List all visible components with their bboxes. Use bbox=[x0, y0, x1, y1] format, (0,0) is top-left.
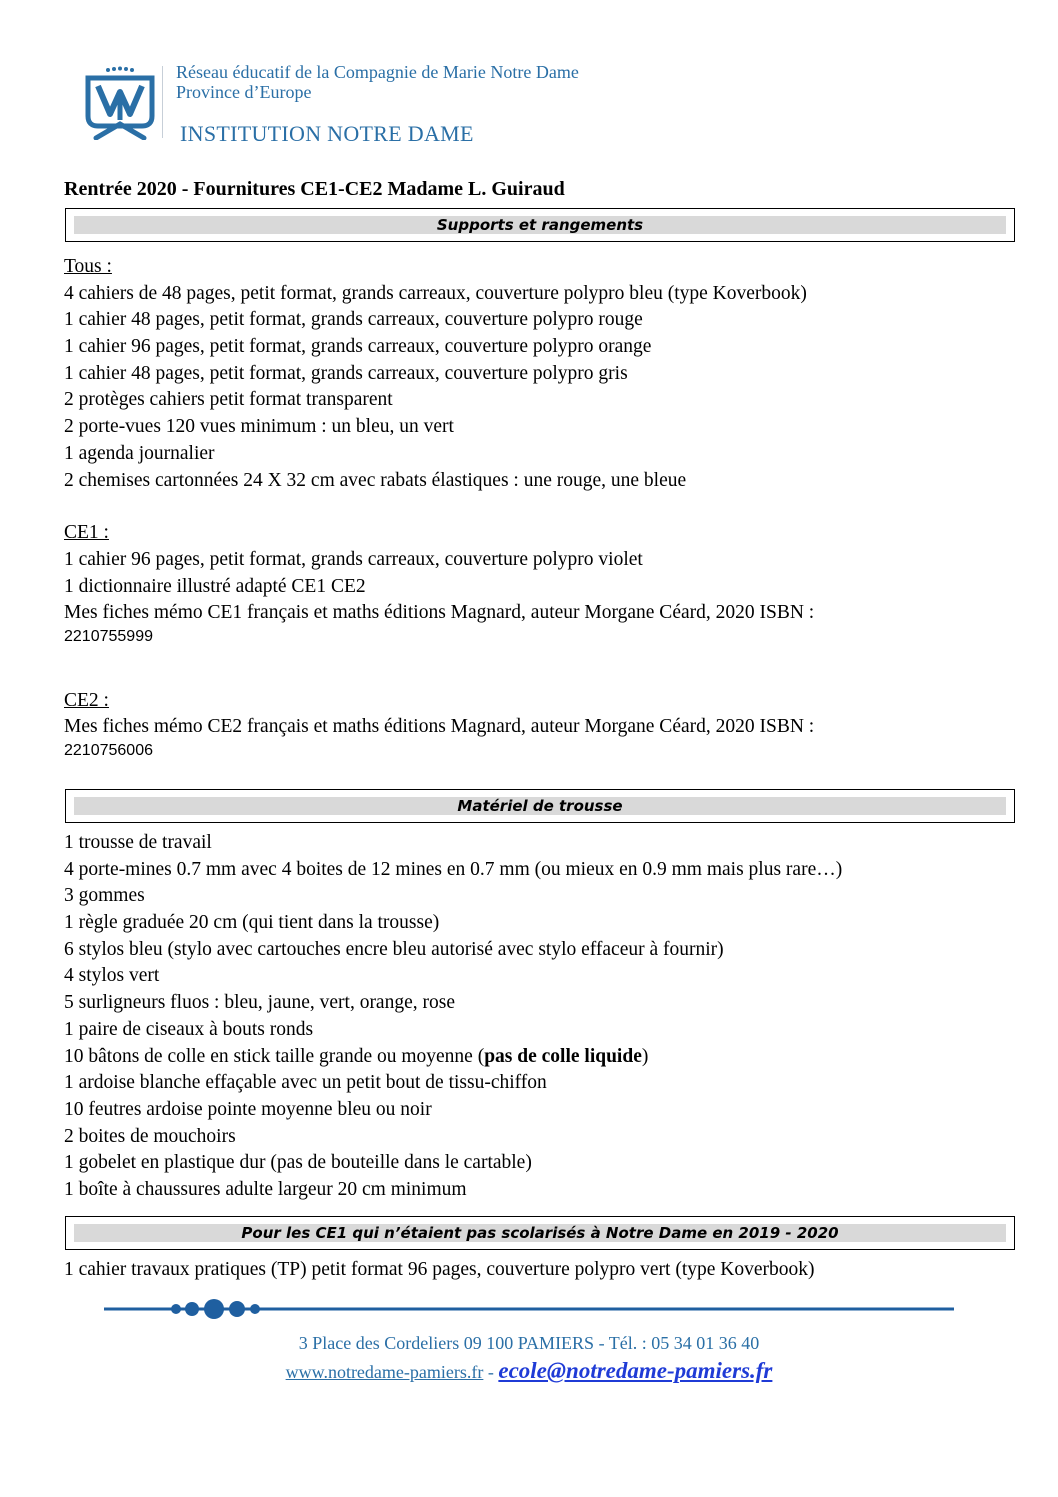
institution-name: INSTITUTION NOTRE DAME bbox=[180, 121, 474, 146]
list-item: Mes fiches mémo CE2 français et maths éditions Magnard, auteur Morgane Céard, 2020 ISBN : bbox=[64, 716, 815, 738]
list-item: 4 cahiers de 48 pages, petit format, grands carreaux, couverture polypro bleu (type Koverbook) bbox=[64, 282, 807, 304]
section-title: Pour les CE1 qui n’étaient pas scolarisés à Notre Dame en 2019 - 2020 bbox=[74, 1224, 1006, 1242]
page-title: Rentrée 2020 - Fournitures CE1-CE2 Madame L. Guiraud bbox=[64, 178, 565, 200]
list-item: 3 gommes bbox=[64, 885, 145, 907]
colle-bold: pas de colle liquide bbox=[484, 1045, 642, 1067]
list-item: 4 porte-mines 0.7 mm avec 4 boites de 12 mines en 0.7 mm (ou mieux en 0.9 mm mais plus rare…) bbox=[64, 858, 843, 880]
footer-divider bbox=[104, 1294, 954, 1324]
list-item: 2 boites de mouchoirs bbox=[64, 1125, 236, 1147]
footer-links bbox=[0, 1358, 1058, 1384]
network-name: Réseau éducatif de la Compagnie de Marie Notre Dame bbox=[176, 62, 579, 82]
colle-text: 10 bâtons de colle en stick taille grande ou moyenne ( bbox=[64, 1045, 485, 1067]
list-item: 1 agenda journalier bbox=[64, 442, 215, 464]
list-item: 1 cahier 96 pages, petit format, grands carreaux, couverture polypro orange bbox=[64, 336, 652, 358]
list-item: Mes fiches mémo CE1 français et maths éditions Magnard, auteur Morgane Céard, 2020 ISBN : bbox=[64, 602, 815, 624]
new-ce1-list bbox=[64, 1257, 815, 1284]
list-item: 1 dictionnaire illustré adapté CE1 CE2 bbox=[64, 575, 366, 597]
list-item: 1 cahier 48 pages, petit format, grands carreaux, couverture polypro rouge bbox=[64, 309, 643, 331]
list-item: 2 protèges cahiers petit format transparent bbox=[64, 389, 393, 411]
colle-end: ) bbox=[641, 1045, 649, 1067]
list-item: 2 chemises cartonnées 24 X 32 cm avec rabats élastiques : une rouge, une bleue bbox=[64, 469, 687, 491]
website-link[interactable]: www.notredame-pamiers.fr bbox=[285, 1362, 484, 1382]
group-label-tous: Tous : bbox=[64, 256, 112, 277]
footer-address: 3 Place des Cordeliers 09 100 PAMIERS - Tél. : 05 34 01 36 40 bbox=[298, 1333, 760, 1353]
header-divider bbox=[162, 66, 163, 138]
list-item: 1 cahier 48 pages, petit format, grands carreaux, couverture polypro gris bbox=[64, 362, 628, 384]
list-item: 5 surligneurs fluos : bleu, jaune, vert, orange, rose bbox=[64, 992, 455, 1014]
list-item: 1 boîte à chaussures adulte largeur 20 cm minimum bbox=[64, 1178, 467, 1200]
email-link[interactable]: ecole@notredame-pamiers.fr bbox=[498, 1358, 773, 1383]
list-item-colle bbox=[64, 1044, 842, 1071]
list-item: 1 règle graduée 20 cm (qui tient dans la trousse) bbox=[64, 912, 440, 934]
list-item: 1 ardoise blanche effaçable avec un petit bout de tissu-chiffon bbox=[64, 1072, 547, 1094]
section-header-new-ce1 bbox=[65, 1216, 1015, 1250]
province-name: Province d’Europe bbox=[176, 82, 312, 102]
list-item: 6 stylos bleu (stylo avec cartouches encre bleu autorisé avec stylo effaceur à fournir) bbox=[64, 938, 724, 960]
isbn-ce1: 2210755999 bbox=[64, 627, 153, 645]
group-label-ce1: CE1 : bbox=[64, 522, 109, 544]
supports-list bbox=[64, 254, 814, 768]
list-item: 2 porte-vues 120 vues minimum : un bleu, un vert bbox=[64, 416, 454, 438]
section-header-supports bbox=[65, 208, 1015, 242]
list-item: 4 stylos vert bbox=[64, 965, 160, 987]
list-item: 1 trousse de travail bbox=[64, 832, 212, 853]
group-label-ce2: CE2 : bbox=[64, 689, 109, 711]
isbn-ce2: 2210756006 bbox=[64, 742, 153, 759]
list-item: 1 cahier 96 pages, petit format, grands carreaux, couverture polypro violet bbox=[64, 548, 643, 570]
section-title: Matériel de trousse bbox=[74, 797, 1006, 815]
list-item: 1 paire de ciseaux à bouts ronds bbox=[64, 1018, 314, 1040]
list-item: 1 gobelet en plastique dur (pas de bouteille dans le cartable) bbox=[64, 1152, 532, 1174]
list-item: 1 cahier travaux pratiques (TP) petit format 96 pages, couverture polypro vert (type Koverbook) bbox=[64, 1259, 815, 1280]
trousse-list bbox=[64, 830, 842, 1204]
section-header-trousse bbox=[65, 789, 1015, 823]
school-crest-icon bbox=[78, 64, 162, 140]
section-title: Supports et rangements bbox=[74, 216, 1006, 234]
link-separator: - bbox=[483, 1362, 499, 1382]
list-item: 10 feutres ardoise pointe moyenne bleu ou noir bbox=[64, 1098, 432, 1120]
